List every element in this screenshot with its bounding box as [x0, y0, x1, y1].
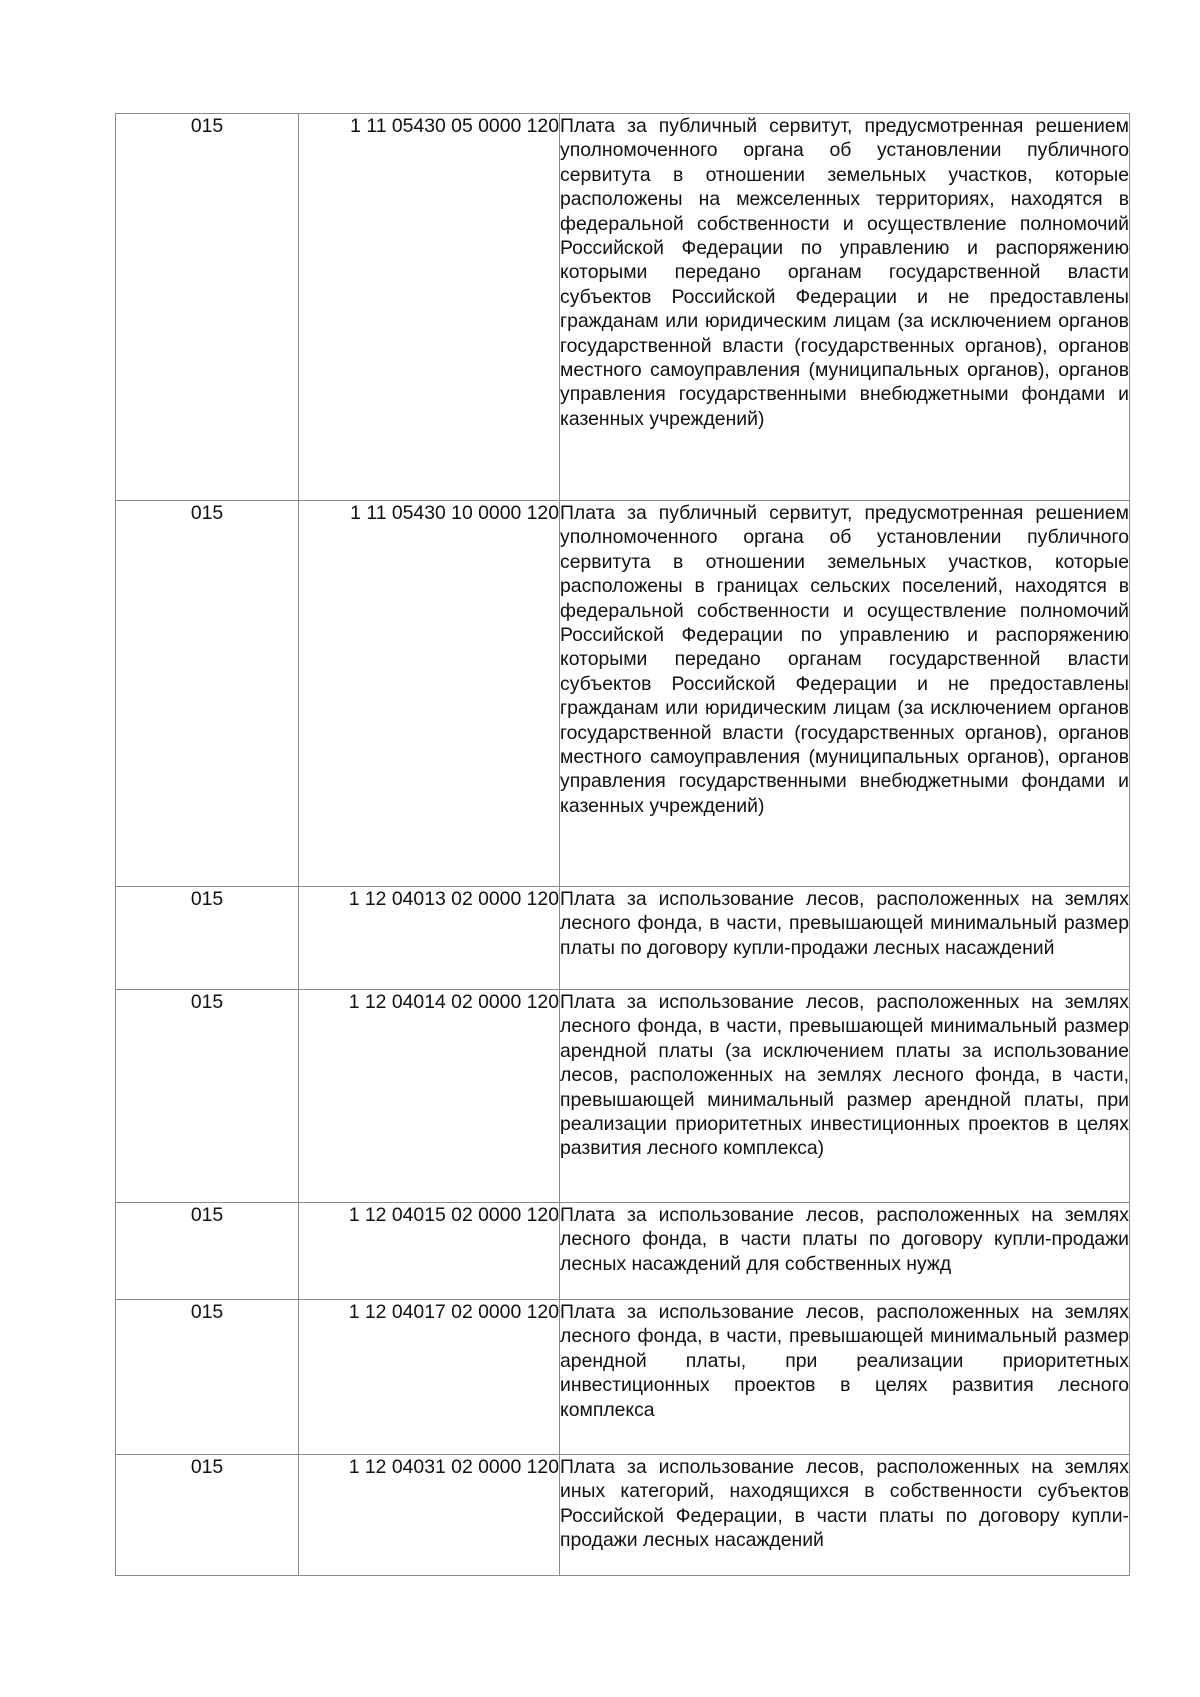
revenue-codes-table [115, 113, 1130, 1576]
revenue-name-cell: Плата за использование лесов, расположенных на землях лесного фонда, в части, превышающей минимальный размер арендной платы (за исключением платы за использование лесов, расположенных на землях лесного фонда, в части, превышающей минимальный размер арендной платы, при реализации приоритетных инвестиционных проектов в целях развития лесного комплекса) [560, 990, 1130, 1203]
table-row [116, 501, 1130, 887]
admin-code-cell: 015 [116, 1203, 299, 1300]
admin-code-cell: 015 [116, 1300, 299, 1455]
budget-code-cell: 1 11 05430 05 0000 120 [299, 114, 560, 501]
revenue-name-cell: Плата за использование лесов, расположенных на землях лесного фонда, в части, превышающей минимальный размер платы по договору купли-продажи лесных насаждений [560, 887, 1130, 990]
budget-code-cell: 1 12 04017 02 0000 120 [299, 1300, 560, 1455]
admin-code-cell: 015 [116, 990, 299, 1203]
revenue-name-cell: Плата за использование лесов, расположенных на землях иных категорий, находящихся в собственности субъектов Российской Федерации, в части платы по договору купли-продажи лесных насаждений [560, 1455, 1130, 1576]
admin-code-cell: 015 [116, 501, 299, 887]
budget-code-cell: 1 12 04031 02 0000 120 [299, 1455, 560, 1576]
revenue-name-cell: Плата за использование лесов, расположенных на землях лесного фонда, в части, превышающей минимальный размер арендной платы, при реализации приоритетных инвестиционных проектов в целях развития лесного комплекса [560, 1300, 1130, 1455]
admin-code-cell: 015 [116, 887, 299, 990]
revenue-name-cell: Плата за публичный сервитут, предусмотренная решением уполномоченного органа об установлении публичного сервитута в отношении земельных участков, которые расположены на межселенных территориях, находятся в федеральной собственности и осуществление полномочий Российской Федерации по управлению и распоряжению которыми передано органам государственной власти субъектов Российской Федерации и не предоставлены гражданам или юридическим лицам (за исключением органов государственной власти (государственных органов), органов местного самоуправления (муниципальных органов), органов управления государственными внебюджетными фондами и казенных учреждений) [560, 114, 1130, 501]
budget-code-cell: 1 11 05430 10 0000 120 [299, 501, 560, 887]
budget-code-cell: 1 12 04013 02 0000 120 [299, 887, 560, 990]
revenue-name-cell: Плата за публичный сервитут, предусмотренная решением уполномоченного органа об установлении публичного сервитута в отношении земельных участков, которые расположены в границах сельских поселений, находятся в федеральной собственности и осуществление полномочий Российской Федерации по управлению и распоряжению которыми передано органам государственной власти субъектов Российской Федерации и не предоставлены гражданам или юридическим лицам (за исключением органов государственной власти (государственных органов), органов местного самоуправления (муниципальных органов), органов управления государственными внебюджетными фондами и казенных учреждений) [560, 501, 1130, 887]
table-row [116, 114, 1130, 501]
admin-code-cell: 015 [116, 114, 299, 501]
table-row [116, 1455, 1130, 1576]
table-row [116, 990, 1130, 1203]
table-row [116, 1203, 1130, 1300]
revenue-name-cell: Плата за использование лесов, расположенных на землях лесного фонда, в части платы по договору купли-продажи лесных насаждений для собственных нужд [560, 1203, 1130, 1300]
budget-code-cell: 1 12 04014 02 0000 120 [299, 990, 560, 1203]
admin-code-cell: 015 [116, 1455, 299, 1576]
table-row [116, 1300, 1130, 1455]
budget-code-cell: 1 12 04015 02 0000 120 [299, 1203, 560, 1300]
table-row [116, 887, 1130, 990]
